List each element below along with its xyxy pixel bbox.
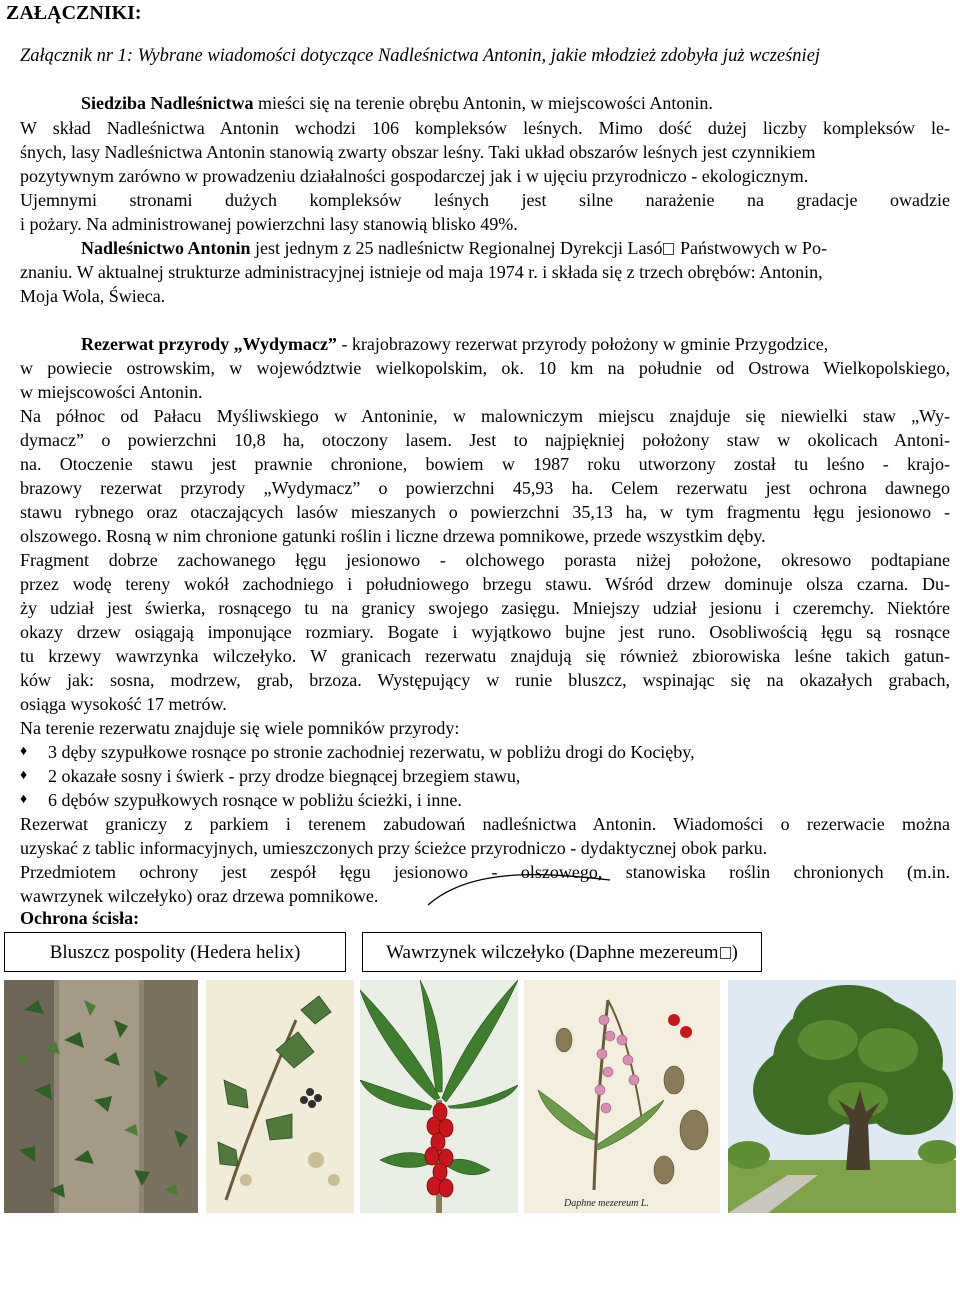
ivy-label-box: Bluszcz pospolity (Hedera helix) (4, 932, 346, 972)
p1-line-4: pozytywnym zarówno w prowadzeniu działalności gospodarczej jak i w ujęciu przyrodniczo - ekologicznym. (20, 166, 809, 186)
bullet-item: 2 okazałe sosny i świerk - przy drodze biegnącej brzegiem stawu, (48, 766, 521, 786)
p2-line-6: na. Otoczenie stawu jest prawnie chronione, bowiem w 1987 roku utworzony został tu leśno - krajo- (20, 454, 950, 474)
p3-line-2: uzyskać z tablic informacyjnych, umieszczonych przy ścieżce przyrodniczo - dydaktycznej obok parku. (20, 838, 768, 858)
p2-line-5: dymacz” o powierzchni 10,8 ha, otoczony lasem. Jest to najpiękniej położony staw w okolicach Antoni- (20, 430, 950, 450)
daphne-botanical-plate (524, 980, 720, 1213)
bullet-icon: ♦ (20, 792, 28, 807)
p1-bold-seat: Siedziba Nadleśnictwa (81, 93, 254, 113)
p2-line-3: w miejscowości Antonin. (20, 382, 203, 402)
p2-line-12: ży udział jest świerka, rosnącego tu na granicy swojego zasięgu. Mniejszy udział jesionu i czeremchy. Niektóre (20, 598, 950, 618)
oak-tree-photo (728, 980, 956, 1213)
p1-text: mieści się na terenie obrębu Antonin, w miejscowości Antonin. (253, 93, 713, 113)
botanical-caption: Daphne mezereum L. (564, 1198, 649, 1209)
bullet-icon: ♦ (20, 744, 28, 759)
p2-line-4: Na północ od Pałacu Myśliwskiego w Antoninie, w malowniczym miejscu znajduje się niewielki staw „Wy- (20, 406, 950, 426)
p2-line-17: Na terenie rezerwatu znajduje się wiele pomników przyrody: (20, 718, 460, 738)
annex-subtitle: Załącznik nr 1: Wybrane wiadomości dotyczące Nadleśnictwa Antonin, jakie młodzież zdobyła już wcześniej (20, 46, 821, 66)
p1-line-3: śnych, lasy Nadleśnictwa Antonin stanowią zwarty obszar leśny. Taki układ obszarów leśnych jest czynnikiem (20, 142, 816, 162)
p1-text: jest jednym z 25 nadleśnictw Regionalnej Dyrekcji Lasó (250, 238, 663, 258)
strict-protection-label: Ochrona ścisła: (20, 908, 140, 928)
daphne-label: Wawrzynek wilczełyko (Daphne mezereum (386, 942, 719, 963)
p1-bold-name: Nadleśnictwo Antonin (81, 238, 251, 258)
ivy-botanical-plate (206, 980, 354, 1213)
daphne-photo (360, 980, 518, 1213)
p2-line-10: Fragment dobrze zachowanego łęgu jesionowo - olchowego porasta niżej położone, okresowo podtapiane (20, 550, 950, 570)
missing-glyph-icon (720, 947, 731, 959)
p2-line-15: ków jak: sosna, modrzew, grab, brzoza. Występujący w runie bluszcz, wspinając się na okazałych grabach, (20, 670, 950, 690)
p1-line-6: i pożary. Na administrowanej powierzchni lasy stanowią blisko 49%. (20, 214, 518, 234)
p2-line-8: stawu rybnego oraz otaczających lasów mieszanych o powierzchni 35,13 ha, w tym fragmentu łęgu jesionowo - (20, 502, 950, 522)
p2-text: - krajobrazowy rezerwat przyrody położony w gminie Przygodzice, (336, 334, 829, 354)
p2-line-9: olszowego. Rosną w nim chronione gatunki roślin i liczne drzewa pomnikowe, przede wszystkim dęby. (20, 526, 766, 546)
p1-line-5: Ujemnymi stronami dużych kompleksów leśnych jest silne narażenie na gradacje owadzie (20, 190, 950, 210)
p2-line-2: w powiecie ostrowskim, w województwie wielkopolskim, ok. 10 km na południe od Ostrowa Wielkopolskiego, (20, 358, 950, 378)
p2-line-16: osiąga wysokość 17 metrów. (20, 694, 227, 714)
daphne-label-box (362, 932, 762, 972)
p3-line-3: Przedmiotem ochrony jest zespół łęgu jesionowo - olszowego, stanowiska roślin chronionych (m.in. (20, 862, 950, 882)
p2-line-7: brazowy rezerwat przyrody „Wydymacz” o powierzchni 45,93 ha. Celem rezerwatu jest ochrona dawnego (20, 478, 950, 498)
p1-line-8: znaniu. W aktualnej strukturze administracyjnej istnieje od maja 1974 r. i składa się z trzech obrębów: Antonin, (20, 262, 823, 282)
p3-line-1: Rezerwat graniczy z parkiem i terenem zabudowań nadleśnictwa Antonin. Wiadomości o rezerwacie można (20, 814, 950, 834)
daphne-label-end: ) (731, 942, 738, 963)
bullet-item: 3 dęby szypułkowe rosnące po stronie zachodniej rezerwatu, w pobliżu drogi do Kocięby, (48, 742, 695, 762)
p2-line-11: przez wodę tereny wokół zachodniego i południowego brzegu stawu. Wśród drzew dominuje olsza czarna. Du- (20, 574, 950, 594)
annex-heading: ZAŁĄCZNIKI: (6, 2, 142, 24)
bullet-item: 6 dębów szypułkowych rosnące w pobliżu ścieżki, i inne. (48, 790, 462, 810)
p2-bold-reserve: Rezerwat przyrody „Wydymacz” (81, 334, 337, 354)
p2-line-13: okazy drzew osiągają imponujące rozmiary. Bogate i wyjątkowo bujne jest runo. Osobliwością łęgu są rosnące (20, 622, 950, 642)
p1-line-9: Moja Wola, Świeca. (20, 286, 166, 306)
p1-text: Państwowych w Po- (675, 238, 827, 258)
ivy-photo (4, 980, 198, 1213)
p2-line-14: tu krzewy wawrzynka wilczełyko. W granicach rezerwatu znajdują się również zbiorowiska leśne takich gatun- (20, 646, 950, 666)
p1-line-2: W skład Nadleśnictwa Antonin wchodzi 106 kompleksów leśnych. Mimo dość dużej liczby kompleksów le- (20, 118, 950, 138)
p3-line-4: wawrzynek wilczełyko) oraz drzewa pomnikowe. (20, 886, 379, 906)
bullet-icon: ♦ (20, 768, 28, 783)
